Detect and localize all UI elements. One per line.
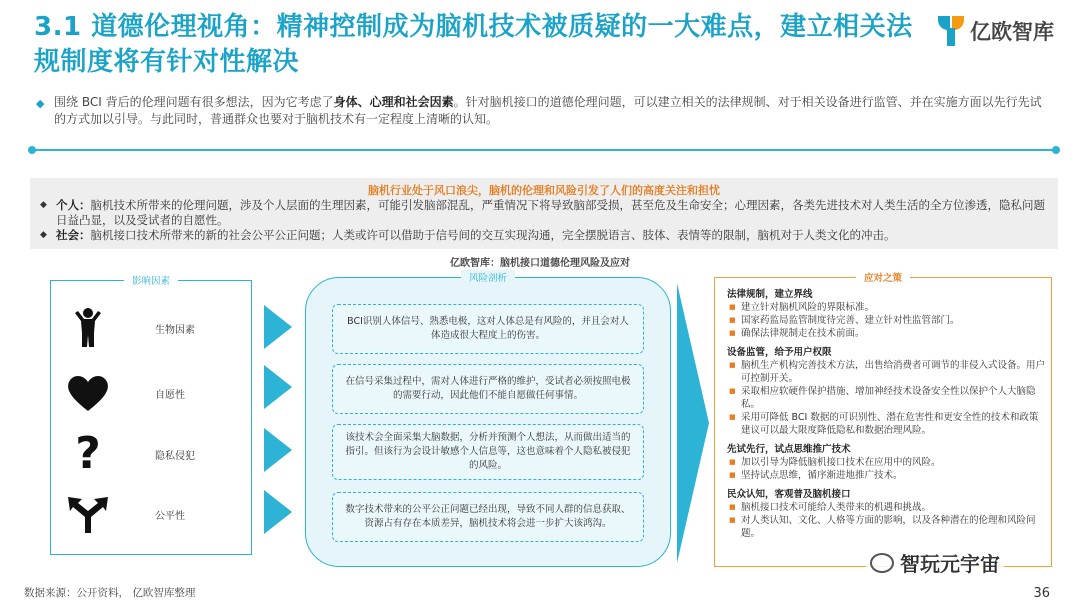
response-item: ■ 采用可降低 BCI 数据的可识别性、潜在危害性和更安全性的技术和政策建议可以最大限度降低隐私和数据治理风险。 [727, 411, 1045, 437]
risk-item: 数字技术带来的公平公正问题已经出现，导致不同人群的信息获取、资源占有存在本质差异，脑机技术将会进一步扩大该鸿沟。 [332, 492, 644, 542]
yiou-logo-icon [938, 16, 964, 46]
concern-text: 脑机技术所带来的伦理问题，涉及个人层面的生理因素，可能引发脑部混乱，严重情况下将导致脑部受损，甚至危及生命安全；心理因素，各类先进技术对人类生活的全方位渗透，隐私问题日益凸显，以及受试者的自愿性。 [56, 198, 1045, 227]
section-divider [30, 149, 1058, 151]
risk-item: BCI识别人体信号、熟悉电极，这对人体总是有风险的，并且会对人体造成很大程度上的伤害。 [332, 304, 644, 354]
big-arrow-right-icon [677, 283, 709, 563]
page-title: 3.1 道德伦理视角：精神控制成为脑机技术被质疑的一大难点，建立相关法规制度将有针对性解决 [34, 12, 913, 77]
arrow-right-icon [264, 305, 292, 349]
page-number: 36 [1033, 586, 1050, 601]
question-mark-icon: ? [75, 428, 101, 479]
concern-text: 脑机接口技术所带来的新的社会公平公正问题；人类或许可以借助于信号间的交互实现沟通，完全摆脱语言、肢体、表情等的限制，脑机对于人类文化的冲击。 [90, 228, 896, 242]
response-item: ■ 国家药监局监管制度待完善、建立针对性监管部门。 [727, 314, 1045, 327]
wechat-label: 智玩元宇宙 [900, 552, 1000, 576]
split-arrow-icon [65, 491, 111, 537]
logo-text: 亿欧智库 [970, 20, 1054, 44]
diamond-bullet-icon: ◆ [36, 97, 45, 110]
arrow-right-icon [264, 490, 292, 534]
response-panel [714, 273, 1052, 567]
concern-line-social [30, 228, 1058, 243]
factor-label: 自愿性 [155, 389, 185, 401]
intro-text-1: 围绕 BCI 背后的伦理问题有很多想法，因为它考虑了 [54, 95, 334, 109]
intro-paragraph [38, 94, 1048, 128]
factor-label: 隐私侵犯 [155, 450, 195, 462]
risk-item: 在信号采集过程中，需对人体进行严格的维护，受试者必须按照电极的需要行动，因此他们不能自愿做任何事情。 [332, 364, 644, 414]
wechat-icon [870, 553, 894, 573]
wechat-watermark [866, 548, 1004, 577]
response-heading: 民众认知，客观普及脑机接口 [727, 489, 851, 500]
heart-icon [65, 370, 111, 416]
concern-heading: 脑机行业处于风口浪尖，脑机的伦理和风险引发了人们的高度关注和担忧 [368, 184, 720, 197]
concern-line-personal [30, 198, 1058, 228]
yiou-logo [938, 16, 1054, 46]
response-item: ■ 建立针对脑机风险的界限标准。 [727, 301, 1045, 314]
response-item: ■ 脑机生产机构完善技术方法，出售给消费者可调节的非侵入式设备。用户可控制开关。 [727, 359, 1045, 385]
factor-voluntariness [65, 368, 245, 418]
factor-label: 公平性 [155, 510, 185, 522]
intro-text-2: 。针对脑机接口的道德伦理问题，可以建立相关的法律规制、对于相关设备进行监管、并在实施方面以先行先试的方式加以引导。与此同时，普通群众也要对于脑机技术有一定程度上清晰的认知。 [54, 95, 1042, 126]
factor-fairness [65, 489, 245, 539]
response-heading: 先试先行，试点思维推广技术 [727, 444, 851, 455]
response-item: ■ 采取相应软硬件保护措施、增加神经技术设备安全性以保护个人大脑隐私。 [727, 385, 1045, 411]
response-tag: 应对之策 [856, 270, 910, 284]
risk-tag: 风险剖析 [461, 270, 515, 284]
response-heading: 设备监管，给予用户权限 [727, 347, 832, 358]
factors-tag: 影响因素 [124, 273, 178, 287]
factor-label: 生物因素 [155, 324, 195, 336]
response-list [727, 288, 1045, 540]
diamond-bullet-icon: ◆ [40, 200, 47, 210]
diamond-bullet-icon: ◆ [40, 230, 47, 240]
arrow-right-icon [264, 365, 292, 409]
risk-item: 该技术会全面采集大脑数据，分析并预测个人想法，从而做出适当的指引。但该行为会设计敏感个人信息等，这也意味着个人隐私被侵犯的风险。 [332, 424, 644, 480]
response-item: ■ 坚持试点思维，循序渐进地推广技术。 [727, 469, 1045, 482]
arrow-right-icon [264, 428, 292, 472]
factor-biological [65, 303, 245, 353]
factor-privacy [65, 429, 245, 479]
response-item: ■ 脑机接口技术可能给人类带来的机遇和挑战。 [727, 501, 1045, 514]
response-heading: 法律规制，建立界线 [727, 289, 813, 300]
person-icon [65, 305, 111, 351]
response-item: ■ 对人类认知、文化、人格等方面的影响，以及各种潜在的伦理和风险问题。 [727, 514, 1045, 540]
source-note: 数据来源：公开资料， 亿欧智库整理 [24, 587, 196, 599]
diagram-title: 亿欧智库：脑机接口道德伦理风险及应对 [450, 258, 630, 269]
response-item: ■ 确保法律规制走在技术前面。 [727, 327, 1045, 340]
factors-panel [50, 276, 252, 555]
concern-label: 社会： [56, 228, 91, 242]
concern-box [30, 178, 1058, 249]
response-item: ■ 加以引导为降低脑机接口技术在应用中的风险。 [727, 456, 1045, 469]
concern-label: 个人： [56, 198, 91, 212]
risk-panel [305, 273, 671, 567]
intro-bold: 身体、心理和社会因素 [333, 95, 454, 109]
